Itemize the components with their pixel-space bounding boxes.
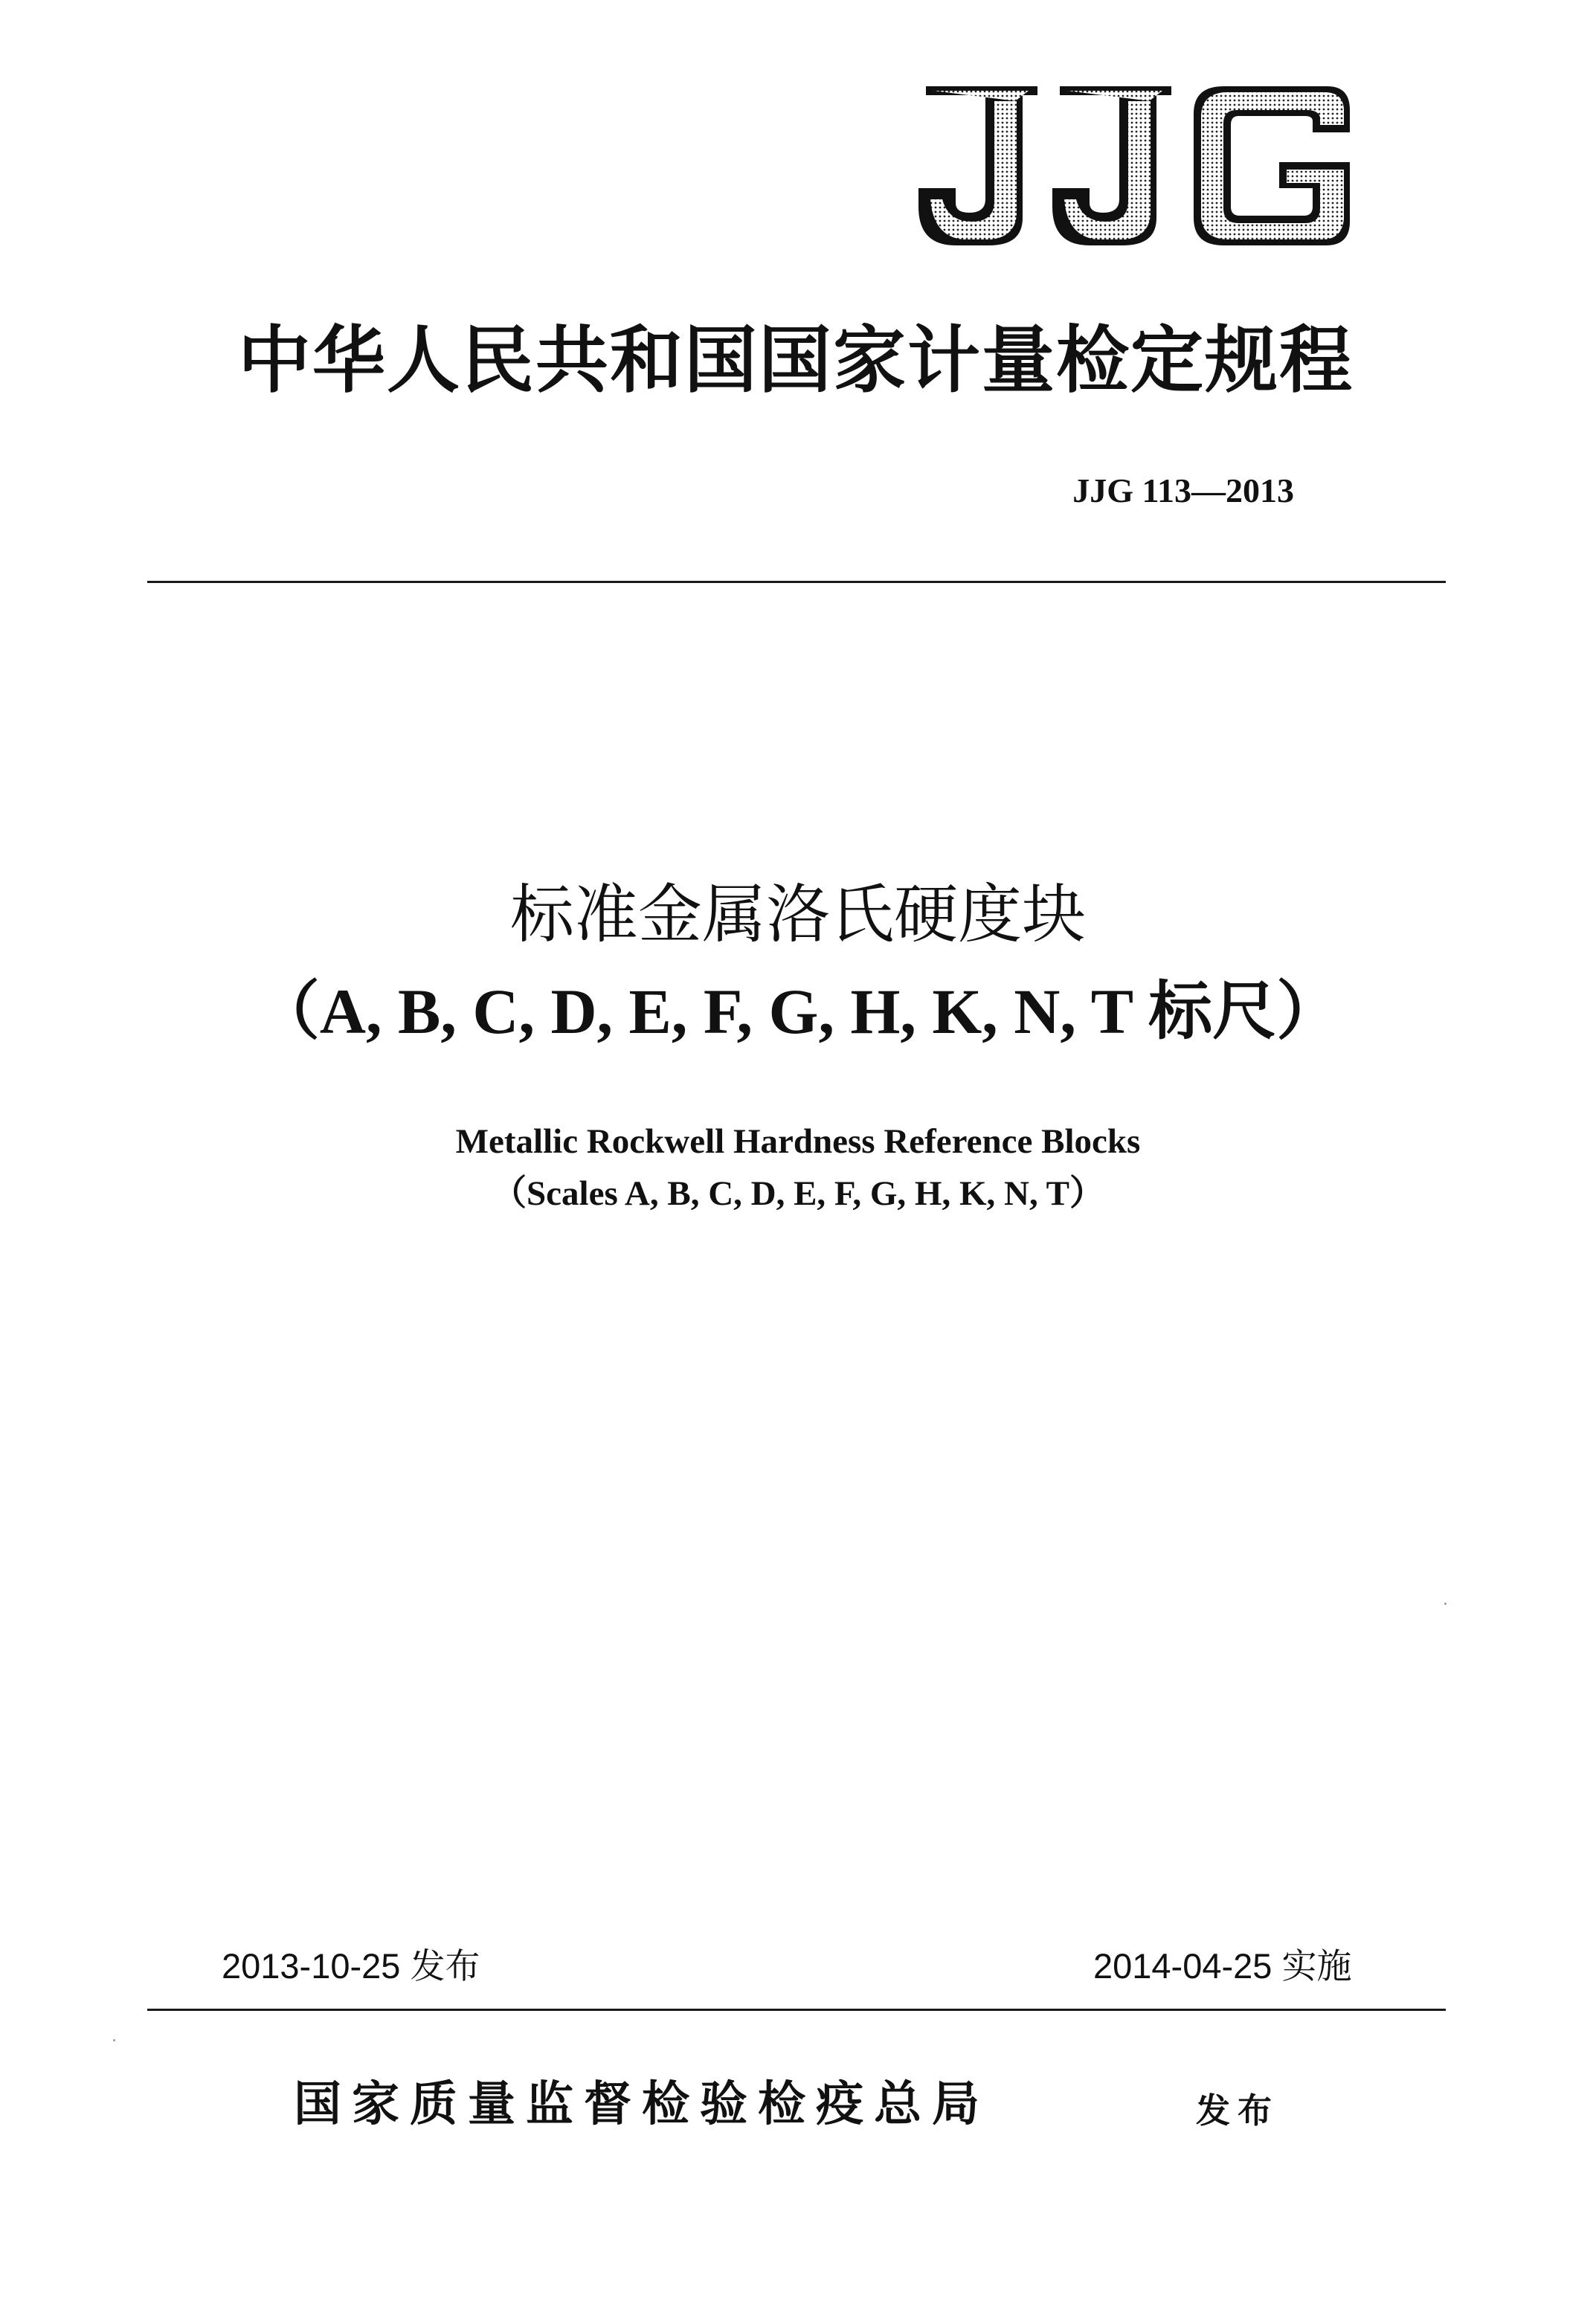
logo-letter-j1	[918, 86, 1037, 245]
title-english-scales: （Scales A, B, C, D, E, F, G, H, K, N, T）	[492, 1174, 1104, 1213]
title-chinese-scales: （A, B, C, D, E, F, G, H, K, N, T 标尺）	[255, 976, 1341, 1047]
header-title: 中华人民共和国国家计量检定规程	[237, 318, 1354, 403]
scan-speck	[113, 2039, 115, 2041]
title-chinese: 标准金属洛氏硬度块	[510, 878, 1086, 952]
title-english: Metallic Rockwell Hardness Reference Blocks	[455, 1122, 1141, 1161]
issue-date: 2013-10-25 发布	[222, 1946, 480, 1986]
scan-speck	[1444, 1603, 1447, 1605]
logo-letter-g	[1194, 86, 1350, 245]
top-divider	[147, 581, 1446, 583]
issuer-suffix: 发布	[1196, 2090, 1279, 2131]
effective-date: 2014-04-25 实施	[1093, 1946, 1352, 1986]
standard-number: JJG 113—2013	[1072, 471, 1294, 509]
issuer-name: 国家质量监督检验检疫总局	[294, 2076, 990, 2132]
logo-letter-j2	[1052, 86, 1171, 245]
bottom-divider	[147, 2009, 1446, 2011]
jjg-logo	[911, 80, 1357, 251]
